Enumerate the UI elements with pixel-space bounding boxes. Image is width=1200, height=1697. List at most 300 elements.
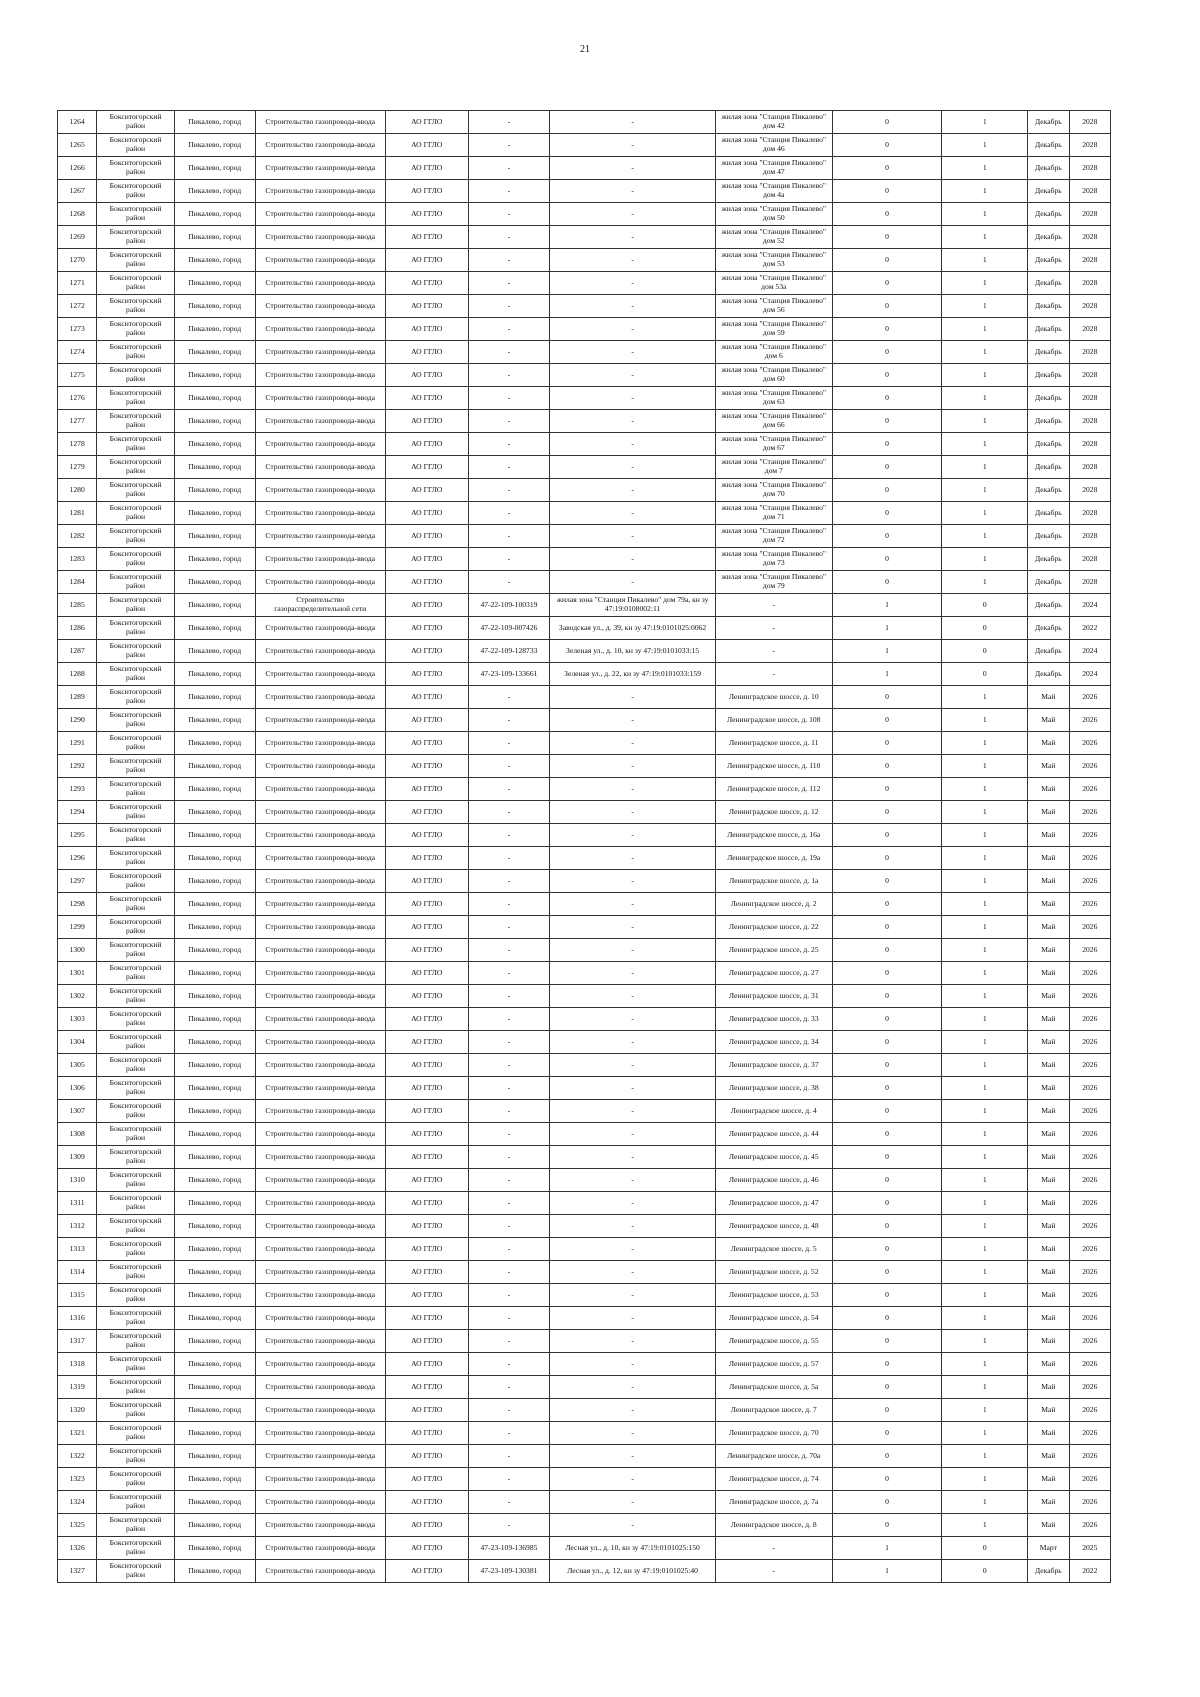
cell-application-number: - xyxy=(468,295,550,318)
cell-row-number: 1325 xyxy=(58,1514,97,1537)
cell-year: 2028 xyxy=(1069,226,1110,249)
cell-indicator-a: 0 xyxy=(832,1445,942,1468)
cell-residential-address: Ленинградское шоссе, д. 45 xyxy=(715,1146,832,1169)
cell-district: Бокситогорский район xyxy=(97,1169,175,1192)
cell-residential-address: жилая зона "Станция Пикалево" дом 53а xyxy=(715,272,832,295)
cell-work-type: Строительство газопровода-ввода xyxy=(255,916,385,939)
cell-application-number: - xyxy=(468,111,550,134)
cell-settlement: Пикалево, город xyxy=(174,1123,255,1146)
cell-month: Декабрь xyxy=(1028,502,1069,525)
cell-application-number: - xyxy=(468,1514,550,1537)
cell-application-number: - xyxy=(468,709,550,732)
cell-indicator-b: 1 xyxy=(942,548,1028,571)
cell-organization: АО ГГЛО xyxy=(385,226,468,249)
cell-work-type: Строительство газопровода-ввода xyxy=(255,387,385,410)
table-row xyxy=(58,1077,1111,1100)
cell-row-number: 1272 xyxy=(58,295,97,318)
cell-indicator-a: 0 xyxy=(832,1169,942,1192)
cell-indicator-a: 0 xyxy=(832,1146,942,1169)
cell-indicator-a: 1 xyxy=(832,617,942,640)
cell-work-type: Строительство газопровода-ввода xyxy=(255,318,385,341)
cell-indicator-a: 0 xyxy=(832,1238,942,1261)
table-row xyxy=(58,1100,1111,1123)
table-row xyxy=(58,686,1111,709)
cell-row-number: 1298 xyxy=(58,893,97,916)
cell-indicator-b: 1 xyxy=(942,318,1028,341)
cell-cadastral-address: - xyxy=(550,203,716,226)
table-row xyxy=(58,387,1111,410)
cell-work-type: Строительство газопровода-ввода xyxy=(255,1261,385,1284)
cell-organization: АО ГГЛО xyxy=(385,318,468,341)
cell-year: 2028 xyxy=(1069,295,1110,318)
cell-month: Май xyxy=(1028,732,1069,755)
cell-residential-address: жилая зона "Станция Пикалево" дом 53 xyxy=(715,249,832,272)
cell-application-number: 47-22-109-007426 xyxy=(468,617,550,640)
cell-application-number: 47-23-109-136985 xyxy=(468,1537,550,1560)
cell-indicator-a: 0 xyxy=(832,1284,942,1307)
cell-cadastral-address: - xyxy=(550,1353,716,1376)
cell-indicator-b: 1 xyxy=(942,962,1028,985)
cell-indicator-a: 0 xyxy=(832,571,942,594)
cell-application-number: - xyxy=(468,824,550,847)
cell-year: 2028 xyxy=(1069,157,1110,180)
cell-district: Бокситогорский район xyxy=(97,456,175,479)
cell-year: 2026 xyxy=(1069,1445,1110,1468)
cell-district: Бокситогорский район xyxy=(97,1284,175,1307)
table-row xyxy=(58,157,1111,180)
cell-row-number: 1318 xyxy=(58,1353,97,1376)
cell-month: Декабрь xyxy=(1028,111,1069,134)
cell-settlement: Пикалево, город xyxy=(174,548,255,571)
cell-work-type: Строительство газопровода-ввода xyxy=(255,157,385,180)
cell-settlement: Пикалево, город xyxy=(174,1284,255,1307)
cell-row-number: 1299 xyxy=(58,916,97,939)
table-row xyxy=(58,1307,1111,1330)
cell-year: 2026 xyxy=(1069,1376,1110,1399)
table-row xyxy=(58,1008,1111,1031)
cell-cadastral-address: - xyxy=(550,686,716,709)
cell-year: 2024 xyxy=(1069,663,1110,686)
cell-settlement: Пикалево, город xyxy=(174,1560,255,1583)
cell-year: 2026 xyxy=(1069,1514,1110,1537)
cell-district: Бокситогорский район xyxy=(97,295,175,318)
table-row xyxy=(58,203,1111,226)
cell-year: 2026 xyxy=(1069,1215,1110,1238)
cell-year: 2028 xyxy=(1069,203,1110,226)
cell-application-number: - xyxy=(468,341,550,364)
cell-indicator-b: 1 xyxy=(942,1192,1028,1215)
cell-indicator-b: 1 xyxy=(942,1031,1028,1054)
cell-district: Бокситогорский район xyxy=(97,226,175,249)
cell-settlement: Пикалево, город xyxy=(174,1215,255,1238)
cell-cadastral-address: - xyxy=(550,571,716,594)
cell-work-type: Строительство газопровода-ввода xyxy=(255,1353,385,1376)
cell-organization: АО ГГЛО xyxy=(385,1100,468,1123)
cell-settlement: Пикалево, город xyxy=(174,341,255,364)
cell-settlement: Пикалево, город xyxy=(174,709,255,732)
cell-application-number: - xyxy=(468,755,550,778)
cell-settlement: Пикалево, город xyxy=(174,226,255,249)
cell-settlement: Пикалево, город xyxy=(174,1353,255,1376)
cell-district: Бокситогорский район xyxy=(97,847,175,870)
cell-settlement: Пикалево, город xyxy=(174,962,255,985)
cell-district: Бокситогорский район xyxy=(97,1399,175,1422)
cell-year: 2026 xyxy=(1069,1353,1110,1376)
cell-year: 2026 xyxy=(1069,916,1110,939)
cell-application-number: - xyxy=(468,1399,550,1422)
cell-indicator-b: 1 xyxy=(942,1491,1028,1514)
cell-indicator-b: 1 xyxy=(942,1376,1028,1399)
cell-row-number: 1270 xyxy=(58,249,97,272)
cell-residential-address: Ленинградское шоссе, д. 27 xyxy=(715,962,832,985)
cell-indicator-a: 0 xyxy=(832,824,942,847)
cell-application-number: 47-23-109-133661 xyxy=(468,663,550,686)
cell-year: 2026 xyxy=(1069,1491,1110,1514)
cell-district: Бокситогорский район xyxy=(97,410,175,433)
cell-application-number: - xyxy=(468,962,550,985)
cell-indicator-a: 0 xyxy=(832,249,942,272)
cell-year: 2026 xyxy=(1069,801,1110,824)
cell-work-type: Строительство газопровода-ввода xyxy=(255,456,385,479)
cell-cadastral-address: - xyxy=(550,525,716,548)
cell-district: Бокситогорский район xyxy=(97,594,175,617)
cell-residential-address: Ленинградское шоссе, д. 37 xyxy=(715,1054,832,1077)
cell-district: Бокситогорский район xyxy=(97,318,175,341)
cell-settlement: Пикалево, город xyxy=(174,525,255,548)
cell-cadastral-address: - xyxy=(550,1307,716,1330)
cell-row-number: 1292 xyxy=(58,755,97,778)
cell-district: Бокситогорский район xyxy=(97,939,175,962)
cell-organization: АО ГГЛО xyxy=(385,387,468,410)
table-row xyxy=(58,1330,1111,1353)
cell-cadastral-address: - xyxy=(550,295,716,318)
cell-indicator-a: 0 xyxy=(832,387,942,410)
cell-residential-address: Ленинградское шоссе, д. 11 xyxy=(715,732,832,755)
cell-indicator-b: 1 xyxy=(942,1422,1028,1445)
cell-work-type: Строительство газопровода-ввода xyxy=(255,939,385,962)
cell-indicator-b: 1 xyxy=(942,1514,1028,1537)
cell-indicator-a: 0 xyxy=(832,1077,942,1100)
cell-work-type: Строительство газораспределительной сети xyxy=(255,594,385,617)
cell-application-number: - xyxy=(468,686,550,709)
cell-district: Бокситогорский район xyxy=(97,111,175,134)
table-row xyxy=(58,617,1111,640)
cell-organization: АО ГГЛО xyxy=(385,1307,468,1330)
cell-district: Бокситогорский район xyxy=(97,433,175,456)
cell-indicator-a: 0 xyxy=(832,1215,942,1238)
cell-district: Бокситогорский район xyxy=(97,1376,175,1399)
cell-settlement: Пикалево, город xyxy=(174,1468,255,1491)
cell-year: 2028 xyxy=(1069,410,1110,433)
cell-cadastral-address: - xyxy=(550,847,716,870)
cell-year: 2026 xyxy=(1069,1307,1110,1330)
cell-district: Бокситогорский район xyxy=(97,1031,175,1054)
cell-work-type: Строительство газопровода-ввода xyxy=(255,1284,385,1307)
cell-district: Бокситогорский район xyxy=(97,663,175,686)
cell-settlement: Пикалево, город xyxy=(174,663,255,686)
cell-indicator-b: 1 xyxy=(942,755,1028,778)
cell-district: Бокситогорский район xyxy=(97,364,175,387)
cell-residential-address: жилая зона "Станция Пикалево" дом 63 xyxy=(715,387,832,410)
cell-settlement: Пикалево, город xyxy=(174,203,255,226)
cell-row-number: 1314 xyxy=(58,1261,97,1284)
cell-row-number: 1282 xyxy=(58,525,97,548)
cell-residential-address: - xyxy=(715,617,832,640)
cell-month: Март xyxy=(1028,1537,1069,1560)
cell-residential-address: Ленинградское шоссе, д. 44 xyxy=(715,1123,832,1146)
cell-residential-address: жилая зона "Станция Пикалево" дом 70 xyxy=(715,479,832,502)
cell-row-number: 1302 xyxy=(58,985,97,1008)
table-row xyxy=(58,847,1111,870)
cell-month: Декабрь xyxy=(1028,433,1069,456)
cell-indicator-a: 0 xyxy=(832,709,942,732)
cell-district: Бокситогорский район xyxy=(97,1008,175,1031)
cell-residential-address: Ленинградское шоссе, д. 52 xyxy=(715,1261,832,1284)
cell-month: Май xyxy=(1028,1422,1069,1445)
cell-application-number: 47-22-109-128733 xyxy=(468,640,550,663)
cell-residential-address: Ленинградское шоссе, д. 48 xyxy=(715,1215,832,1238)
cell-residential-address: Ленинградское шоссе, д. 55 xyxy=(715,1330,832,1353)
cell-month: Май xyxy=(1028,1491,1069,1514)
cell-cadastral-address: - xyxy=(550,1468,716,1491)
cell-organization: АО ГГЛО xyxy=(385,1445,468,1468)
cell-row-number: 1278 xyxy=(58,433,97,456)
cell-residential-address: Ленинградское шоссе, д. 70 xyxy=(715,1422,832,1445)
cell-indicator-b: 1 xyxy=(942,341,1028,364)
cell-settlement: Пикалево, город xyxy=(174,686,255,709)
cell-row-number: 1266 xyxy=(58,157,97,180)
cell-row-number: 1313 xyxy=(58,1238,97,1261)
cell-cadastral-address: - xyxy=(550,1008,716,1031)
cell-row-number: 1285 xyxy=(58,594,97,617)
cell-year: 2026 xyxy=(1069,1468,1110,1491)
table-row xyxy=(58,962,1111,985)
cell-indicator-b: 1 xyxy=(942,410,1028,433)
cell-application-number: - xyxy=(468,157,550,180)
cell-residential-address: Ленинградское шоссе, д. 8 xyxy=(715,1514,832,1537)
cell-cadastral-address: - xyxy=(550,1284,716,1307)
cell-residential-address: Ленинградское шоссе, д. 54 xyxy=(715,1307,832,1330)
cell-settlement: Пикалево, город xyxy=(174,180,255,203)
cell-residential-address: Ленинградское шоссе, д. 5 xyxy=(715,1238,832,1261)
cell-settlement: Пикалево, город xyxy=(174,778,255,801)
cell-cadastral-address: - xyxy=(550,1100,716,1123)
cell-row-number: 1315 xyxy=(58,1284,97,1307)
cell-application-number: - xyxy=(468,1054,550,1077)
cell-row-number: 1284 xyxy=(58,571,97,594)
cell-organization: АО ГГЛО xyxy=(385,893,468,916)
cell-residential-address: - xyxy=(715,1560,832,1583)
cell-work-type: Строительство газопровода-ввода xyxy=(255,1008,385,1031)
cell-organization: АО ГГЛО xyxy=(385,1077,468,1100)
cell-cadastral-address: - xyxy=(550,1376,716,1399)
table-row xyxy=(58,870,1111,893)
cell-organization: АО ГГЛО xyxy=(385,1008,468,1031)
cell-indicator-b: 1 xyxy=(942,1445,1028,1468)
cell-month: Май xyxy=(1028,939,1069,962)
cell-year: 2026 xyxy=(1069,686,1110,709)
cell-year: 2024 xyxy=(1069,594,1110,617)
cell-cadastral-address: - xyxy=(550,778,716,801)
cell-residential-address: - xyxy=(715,594,832,617)
cell-month: Декабрь xyxy=(1028,456,1069,479)
cell-district: Бокситогорский район xyxy=(97,387,175,410)
cell-indicator-b: 1 xyxy=(942,1215,1028,1238)
cell-indicator-b: 1 xyxy=(942,1468,1028,1491)
cell-residential-address: Ленинградское шоссе, д. 70а xyxy=(715,1445,832,1468)
cell-residential-address: Ленинградское шоссе, д. 47 xyxy=(715,1192,832,1215)
cell-cadastral-address: - xyxy=(550,985,716,1008)
cell-year: 2026 xyxy=(1069,755,1110,778)
cell-application-number: - xyxy=(468,1261,550,1284)
cell-indicator-b: 1 xyxy=(942,824,1028,847)
cell-row-number: 1307 xyxy=(58,1100,97,1123)
cell-work-type: Строительство газопровода-ввода xyxy=(255,1514,385,1537)
table-row xyxy=(58,801,1111,824)
cell-indicator-a: 1 xyxy=(832,663,942,686)
cell-cadastral-address: - xyxy=(550,916,716,939)
cell-row-number: 1324 xyxy=(58,1491,97,1514)
cell-indicator-a: 0 xyxy=(832,732,942,755)
cell-year: 2026 xyxy=(1069,870,1110,893)
cell-indicator-a: 0 xyxy=(832,1123,942,1146)
cell-row-number: 1308 xyxy=(58,1123,97,1146)
cell-cadastral-address: - xyxy=(550,410,716,433)
cell-application-number: - xyxy=(468,249,550,272)
cell-work-type: Строительство газопровода-ввода xyxy=(255,617,385,640)
cell-residential-address: Ленинградское шоссе, д. 33 xyxy=(715,1008,832,1031)
cell-indicator-a: 0 xyxy=(832,755,942,778)
table-row xyxy=(58,1123,1111,1146)
cell-row-number: 1319 xyxy=(58,1376,97,1399)
table-row xyxy=(58,985,1111,1008)
cell-indicator-b: 1 xyxy=(942,249,1028,272)
cell-year: 2026 xyxy=(1069,962,1110,985)
cell-year: 2025 xyxy=(1069,1537,1110,1560)
cell-settlement: Пикалево, город xyxy=(174,1376,255,1399)
cell-month: Май xyxy=(1028,1169,1069,1192)
cell-settlement: Пикалево, город xyxy=(174,1100,255,1123)
cell-row-number: 1277 xyxy=(58,410,97,433)
cell-indicator-a: 0 xyxy=(832,1008,942,1031)
cell-residential-address: Ленинградское шоссе, д. 5а xyxy=(715,1376,832,1399)
cell-organization: АО ГГЛО xyxy=(385,456,468,479)
cell-organization: АО ГГЛО xyxy=(385,525,468,548)
cell-settlement: Пикалево, город xyxy=(174,1169,255,1192)
cell-residential-address: жилая зона "Станция Пикалево" дом 56 xyxy=(715,295,832,318)
cell-work-type: Строительство газопровода-ввода xyxy=(255,1192,385,1215)
cell-work-type: Строительство газопровода-ввода xyxy=(255,1468,385,1491)
cell-district: Бокситогорский район xyxy=(97,640,175,663)
table-row xyxy=(58,939,1111,962)
cell-settlement: Пикалево, город xyxy=(174,1445,255,1468)
cell-district: Бокситогорский район xyxy=(97,180,175,203)
cell-indicator-a: 0 xyxy=(832,134,942,157)
cell-district: Бокситогорский район xyxy=(97,1330,175,1353)
cell-indicator-b: 0 xyxy=(942,1537,1028,1560)
cell-residential-address: жилая зона "Станция Пикалево" дом 7 xyxy=(715,456,832,479)
cell-cadastral-address: - xyxy=(550,732,716,755)
cell-indicator-a: 0 xyxy=(832,111,942,134)
cell-work-type: Строительство газопровода-ввода xyxy=(255,847,385,870)
cell-indicator-a: 0 xyxy=(832,180,942,203)
cell-organization: АО ГГЛО xyxy=(385,571,468,594)
cell-row-number: 1327 xyxy=(58,1560,97,1583)
table-row xyxy=(58,893,1111,916)
cell-district: Бокситогорский район xyxy=(97,732,175,755)
cell-organization: АО ГГЛО xyxy=(385,1192,468,1215)
cell-month: Декабрь xyxy=(1028,640,1069,663)
cell-row-number: 1321 xyxy=(58,1422,97,1445)
cell-year: 2026 xyxy=(1069,1054,1110,1077)
cell-settlement: Пикалево, город xyxy=(174,939,255,962)
cell-month: Май xyxy=(1028,870,1069,893)
cell-settlement: Пикалево, город xyxy=(174,893,255,916)
cell-district: Бокситогорский район xyxy=(97,1238,175,1261)
table-row xyxy=(58,1284,1111,1307)
cell-row-number: 1310 xyxy=(58,1169,97,1192)
cell-organization: АО ГГЛО xyxy=(385,295,468,318)
cell-row-number: 1273 xyxy=(58,318,97,341)
cell-work-type: Строительство газопровода-ввода xyxy=(255,1537,385,1560)
cell-application-number: - xyxy=(468,203,550,226)
cell-application-number: - xyxy=(468,525,550,548)
cell-district: Бокситогорский район xyxy=(97,1491,175,1514)
cell-work-type: Строительство газопровода-ввода xyxy=(255,548,385,571)
cell-work-type: Строительство газопровода-ввода xyxy=(255,502,385,525)
cell-settlement: Пикалево, город xyxy=(174,410,255,433)
cell-district: Бокситогорский район xyxy=(97,1514,175,1537)
cell-cadastral-address: - xyxy=(550,824,716,847)
cell-application-number: - xyxy=(468,387,550,410)
cell-indicator-b: 1 xyxy=(942,134,1028,157)
cell-cadastral-address: - xyxy=(550,249,716,272)
cell-row-number: 1267 xyxy=(58,180,97,203)
cell-month: Май xyxy=(1028,1238,1069,1261)
cell-cadastral-address: - xyxy=(550,893,716,916)
cell-work-type: Строительство газопровода-ввода xyxy=(255,203,385,226)
table-row xyxy=(58,1468,1111,1491)
cell-indicator-a: 0 xyxy=(832,295,942,318)
cell-year: 2026 xyxy=(1069,939,1110,962)
cell-cadastral-address: Зеленая ул., д. 22, кн зу 47:19:0101033:159 xyxy=(550,663,716,686)
cell-residential-address: Ленинградское шоссе, д. 34 xyxy=(715,1031,832,1054)
table-row xyxy=(58,1261,1111,1284)
cell-work-type: Строительство газопровода-ввода xyxy=(255,1422,385,1445)
cell-settlement: Пикалево, город xyxy=(174,1008,255,1031)
cell-month: Декабрь xyxy=(1028,571,1069,594)
cell-row-number: 1288 xyxy=(58,663,97,686)
cell-application-number: - xyxy=(468,1491,550,1514)
cell-residential-address: Ленинградское шоссе, д. 10 xyxy=(715,686,832,709)
cell-row-number: 1300 xyxy=(58,939,97,962)
cell-month: Май xyxy=(1028,1146,1069,1169)
cell-district: Бокситогорский район xyxy=(97,525,175,548)
cell-month: Декабрь xyxy=(1028,318,1069,341)
cell-cadastral-address: - xyxy=(550,479,716,502)
cell-district: Бокситогорский район xyxy=(97,571,175,594)
cell-month: Декабрь xyxy=(1028,410,1069,433)
table-row xyxy=(58,1031,1111,1054)
cell-settlement: Пикалево, город xyxy=(174,640,255,663)
cell-indicator-a: 0 xyxy=(832,962,942,985)
cell-indicator-a: 0 xyxy=(832,341,942,364)
cell-row-number: 1311 xyxy=(58,1192,97,1215)
cell-settlement: Пикалево, город xyxy=(174,295,255,318)
cell-application-number: - xyxy=(468,1307,550,1330)
cell-year: 2026 xyxy=(1069,732,1110,755)
cell-year: 2028 xyxy=(1069,525,1110,548)
